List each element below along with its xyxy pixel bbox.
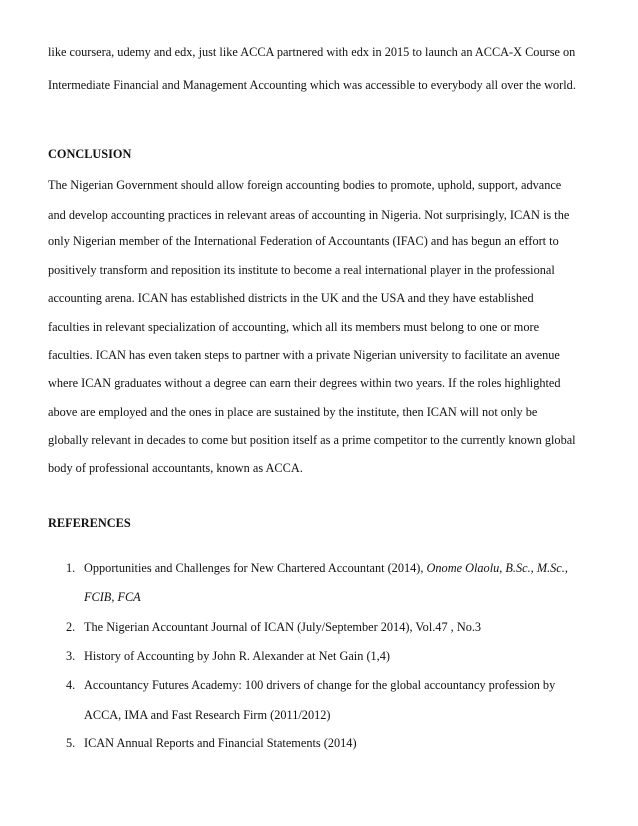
references-heading: REFERENCES — [48, 516, 131, 530]
reference-text-cont: ACCA, IMA and Fast Research Firm (2011/2012) — [84, 708, 331, 722]
reference-text — [84, 560, 568, 576]
conclusion-line: accounting arena. ICAN has established districts in the UK and the USA and they have established — [48, 291, 534, 305]
conclusion-line: faculties in relevant specialization of accounting, which all its members must belong to one or more — [48, 320, 540, 334]
conclusion-line: only Nigerian member of the International Federation of Accountants (IFAC) and has begun an effort to — [48, 234, 559, 248]
reference-number: 1. — [66, 561, 76, 575]
reference-author-cont: FCIB, FCA — [84, 590, 141, 604]
conclusion-line: where ICAN graduates without a degree can earn their degrees within two years. If the roles highlighted — [48, 376, 561, 390]
reference-number: 5. — [66, 736, 76, 750]
reference-text: The Nigerian Accountant Journal of ICAN (July/September 2014), Vol.47 , No.3 — [84, 620, 482, 634]
reference-number: 2. — [66, 620, 76, 634]
reference-number: 4. — [66, 678, 76, 692]
reference-text: Accountancy Futures Academy: 100 drivers of change for the global accountancy profession by — [84, 678, 556, 692]
conclusion-line: above are employed and the ones in place are sustained by the institute, then ICAN will not only be — [48, 405, 538, 419]
intro-line: Intermediate Financial and Management Accounting which was accessible to everybody all over the world. — [48, 78, 576, 92]
conclusion-line: The Nigerian Government should allow foreign accounting bodies to promote, uphold, support, advance — [48, 178, 562, 192]
conclusion-line: faculties. ICAN has even taken steps to partner with a private Nigerian university to facilitate an avenue — [48, 348, 560, 362]
reference-text: ICAN Annual Reports and Financial Statements (2014) — [84, 736, 357, 750]
reference-text: History of Accounting by John R. Alexander at Net Gain (1,4) — [84, 649, 390, 663]
conclusion-heading: CONCLUSION — [48, 147, 132, 161]
conclusion-line: body of professional accountants, known as ACCA. — [48, 461, 303, 475]
reference-title: Opportunities and Challenges for New Chartered Accountant (2014), — [84, 561, 427, 575]
conclusion-line: and develop accounting practices in relevant areas of accounting in Nigeria. Not surprisingly, ICAN is the — [48, 208, 570, 222]
conclusion-line: positively transform and reposition its institute to become a real international player in the professional — [48, 263, 555, 277]
conclusion-line: globally relevant in decades to come but position itself as a prime competitor to the currently known global — [48, 433, 576, 447]
reference-number: 3. — [66, 649, 76, 663]
reference-author: Onome Olaolu, B.Sc., M.Sc., — [426, 561, 568, 575]
intro-line: like coursera, udemy and edx, just like ACCA partnered with edx in 2015 to launch an ACCA-X Course on — [48, 45, 576, 59]
